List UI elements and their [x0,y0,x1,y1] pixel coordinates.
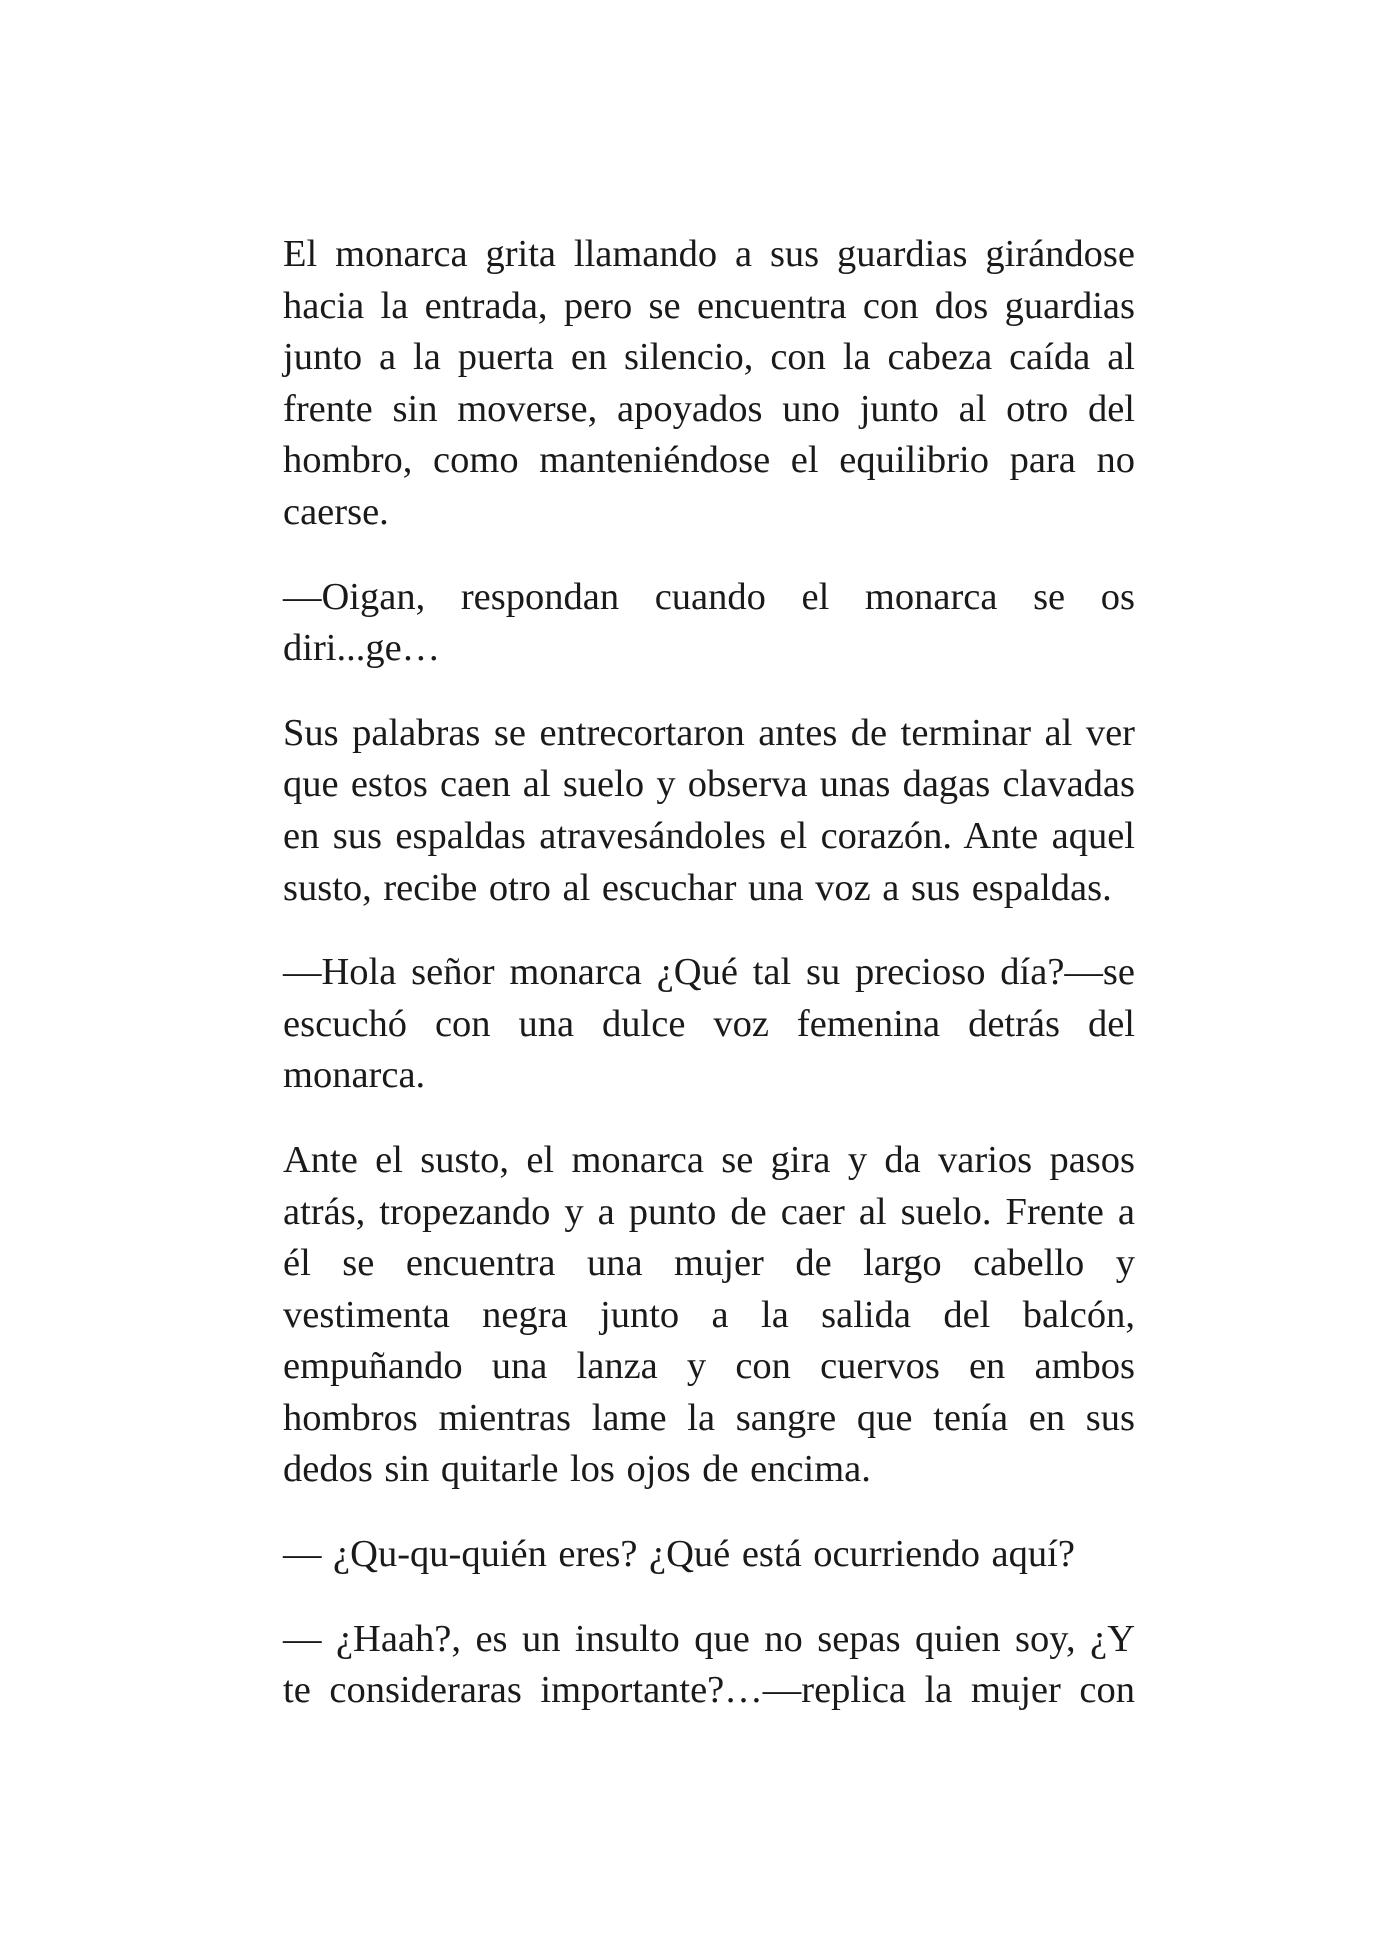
paragraph: Ante el susto, el monarca se gira y da varios pasos atrás, tropezando y a punto de caer al suelo. Frente a él se encuentra una mujer de largo cabello y vestimenta negra junto a la salida del balcón, empuñando una lanza y con cuervos en ambos hombros mientras lame la sangre que tenía en sus dedos sin quitarle los ojos de encima. [283,1138,1135,1491]
paragraph: Sus palabras se entrecortaron antes de terminar al ver que estos caen al suelo y observa unas dagas clavadas en sus espaldas atravesándoles el corazón. Ante aquel susto, recibe otro al escuchar una voz a sus espaldas. [283,711,1135,909]
paragraph: —Oigan, respondan cuando el monarca se os diri...ge… [283,575,1135,670]
paragraph: — ¿Haah?, es un insulto que no sepas quien soy, ¿Y te consideraras importante?…—replica la mujer con [283,1617,1135,1712]
paragraph: —Hola señor monarca ¿Qué tal su precioso día?—se escuchó con una dulce voz femenina detrás del monarca. [283,951,1135,1097]
paragraph: — ¿Qu-qu-quién eres? ¿Qué está ocurriendo aquí? [283,1533,1075,1576]
paragraph: El monarca grita llamando a sus guardias girándose hacia la entrada, pero se encuentra con dos guardias junto a la puerta en silencio, con la cabeza caída al frente sin moverse, apoyados uno junto al otro del hombro, como manteniéndose el equilibrio para no caerse. [283,233,1135,533]
page-body-text [283,229,1135,1717]
